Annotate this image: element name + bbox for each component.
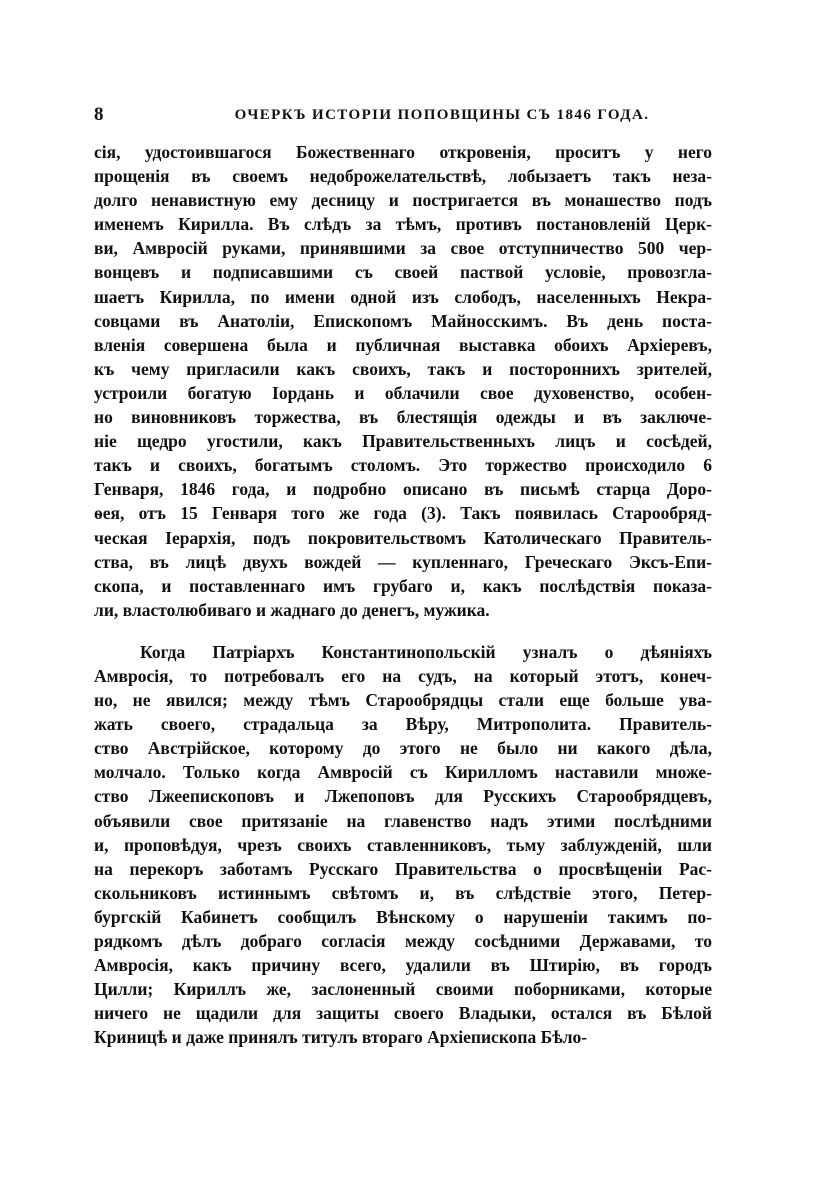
text-line: ѳея, отъ 15 Генваря того же года (3). Такъ появилась Старообряд-: [94, 503, 712, 524]
paragraph-gap: [94, 622, 712, 640]
text-line: ничего не щадили для защиты своего Владыки, остался въ Бѣлой: [94, 1003, 712, 1024]
text-line: Когда Патріархъ Константинопольскій узналъ о дѣяніяхъ: [140, 641, 712, 662]
text-line: ство Лжеепископовъ и Лжепоповъ для Русскихъ Старообрядцевъ,: [94, 786, 712, 807]
text-line: скопа, и поставленнаго имъ грубаго и, какъ послѣдствія показа-: [94, 575, 712, 596]
text-line: Амвросія, то потребовалъ его на судъ, на который этотъ, конеч-: [94, 665, 712, 686]
text-line: ства, въ лицѣ двухъ вождей — купленнаго, Греческаго Эксъ-Епи-: [94, 551, 712, 572]
text-line: на перекоръ заботамъ Русскаго Правительства о просвѣщеніи Рас-: [94, 858, 712, 879]
text-line: ческая Іерархія, подъ покровительствомъ Католическаго Правитель-: [94, 527, 712, 548]
text-line: Цилли; Кириллъ же, заслоненный своими поборниками, которые: [94, 979, 712, 1000]
page-header: [94, 102, 712, 128]
text-line: вонцевъ и подписавшими съ своей паствой условіе, провозгла-: [94, 262, 712, 283]
text-line: рядкомъ дѣлъ добраго согласія между сосѣдними Державами, то: [94, 931, 712, 951]
paragraph-2: [94, 640, 712, 1050]
text-line: жать своего, страдальца за Вѣру, Митрополита. Правитель-: [94, 714, 712, 735]
text-line: Генваря, 1846 года, и подробно описано въ письмѣ старца Доро-: [94, 479, 712, 500]
paragraph-1: [94, 140, 712, 622]
text-line: совцами въ Анатоліи, Епископомъ Майносскимъ. Въ день поста-: [94, 310, 712, 331]
text-line: Амвросія, какъ причину всего, удалили въ Штирію, въ городъ: [94, 955, 712, 976]
text-line: Криницѣ и даже принялъ титулъ втораго Архіепископа Бѣло-: [94, 1027, 588, 1048]
text-line: и, проповѣдуя, чрезъ своихъ ставленниковъ, тьму заблужденій, шли: [94, 834, 712, 855]
text-line: долго ненавистную ему десницу и постригается въ монашество подъ: [94, 190, 712, 211]
text-line: ство Австрійское, которому до этого не было ни какого дѣла,: [94, 738, 712, 759]
text-line: ли, властолюбиваго и жаднаго до денегъ, мужика.: [94, 599, 490, 620]
text-line: ви, Амвросій руками, принявшими за свое отступничество 500 чер-: [94, 238, 712, 259]
text-line: устроили богатую Іордань и облачили свое духовенство, особен-: [94, 382, 712, 403]
text-line: скольниковъ истиннымъ свѣтомъ и, въ слѣдствіе этого, Петер-: [94, 882, 712, 903]
text-line: къ чему пригласили какъ своихъ, такъ и постороннихъ зрителей,: [94, 358, 712, 379]
text-line: именемъ Кирилла. Въ слѣдъ за тѣмъ, противъ постановленій Церк-: [94, 214, 712, 235]
text-line: бургскій Кабинетъ сообщилъ Вѣнскому о нарушеніи такимъ по-: [94, 906, 712, 927]
text-line: прощенія въ своемъ недоброжелательствѣ, лобызаетъ такъ неза-: [94, 166, 712, 187]
text-line: такъ и своихъ, богатымъ столомъ. Это торжество происходило 6: [94, 455, 712, 476]
body-text: [94, 140, 712, 1049]
text-line: молчало. Только когда Амвросій съ Кирилломъ наставили множе-: [94, 762, 712, 783]
text-line: объявили свое притязаніе на главенство надъ этими послѣдними: [94, 810, 712, 831]
text-line: сія, удостоившагося Божественнаго откровенія, проситъ у него: [94, 142, 712, 162]
running-title: ОЧЕРКЪ ИСТОРІИ ПОПОВЩИНЫ СЪ 1846 ГОДА.: [234, 107, 650, 123]
text-line: но виновниковъ торжества, въ блестящія одежды и въ заключе-: [94, 407, 712, 428]
text-line: шаетъ Кирилла, по имени одной изъ слободъ, населенныхъ Некра-: [94, 286, 712, 307]
page-number: 8: [94, 104, 104, 125]
text-line: вленія совершена была и публичная выставка обоихъ Архіеревъ,: [94, 334, 712, 355]
text-line: но, не явился; между тѣмъ Старообрядцы стали еще больше ува-: [94, 690, 712, 711]
text-line: ніе щедро угостили, какъ Правительственныхъ лицъ и сосѣдей,: [94, 431, 712, 452]
